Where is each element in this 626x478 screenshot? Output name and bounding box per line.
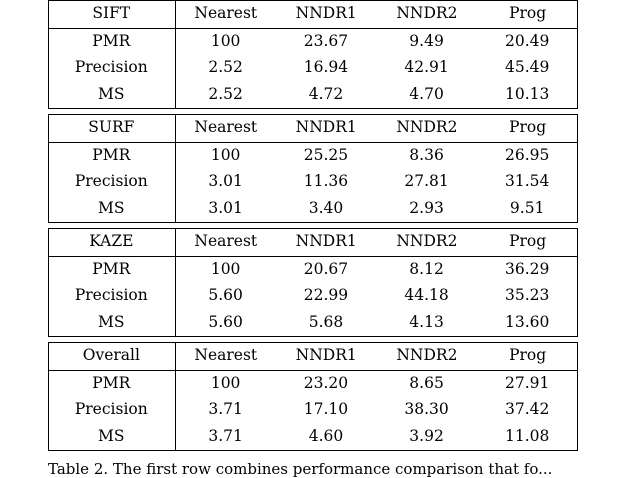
header-nndr1: NNDR1 <box>295 4 357 22</box>
table-row <box>48 29 578 56</box>
header-nndr2: NNDR2 <box>396 118 458 136</box>
table-row <box>48 169 578 196</box>
header-prog: Prog <box>509 4 547 22</box>
header-nndr2: NNDR2 <box>396 346 458 364</box>
row-label: MS <box>48 196 175 223</box>
cell-nndr1: 3.40 <box>308 198 344 217</box>
cell-prog: 35.23 <box>504 286 550 304</box>
block-overall-body <box>48 371 578 451</box>
cell-nndr2: 42.91 <box>404 58 449 76</box>
table-row <box>48 310 578 337</box>
table-row <box>48 257 578 284</box>
cell-prog: 37.42 <box>504 400 550 418</box>
cell-nndr1: 4.72 <box>308 84 344 103</box>
cell-nearest: 3.71 <box>208 400 243 418</box>
row-label: Precision <box>48 55 175 82</box>
cell-nndr2: 9.49 <box>409 31 444 50</box>
table-sift <box>48 1 578 28</box>
cell-prog: 11.08 <box>504 426 550 445</box>
header-detector: SIFT <box>48 1 175 28</box>
cell-nndr2: 8.12 <box>409 259 444 278</box>
cell-nearest: 5.60 <box>208 286 243 304</box>
cell-prog: 26.95 <box>504 145 550 164</box>
table-header-row <box>48 229 578 256</box>
table-row <box>48 283 578 310</box>
cell-nndr1: 5.68 <box>308 312 344 331</box>
header-detector: SURF <box>48 115 175 142</box>
header-nearest: Nearest <box>194 4 258 22</box>
cell-prog: 10.13 <box>504 84 550 103</box>
cell-nndr1: 25.25 <box>303 145 349 164</box>
table-surf <box>48 115 578 142</box>
row-label: PMR <box>48 371 175 398</box>
cell-nndr2: 27.81 <box>404 172 449 190</box>
cell-nndr2: 44.18 <box>404 286 449 304</box>
block-surf <box>48 115 578 142</box>
cell-prog: 9.51 <box>509 198 545 217</box>
row-label: PMR <box>48 257 175 284</box>
row-label: Precision <box>48 283 175 310</box>
cell-prog: 31.54 <box>504 172 550 190</box>
table-sift-body <box>48 29 578 109</box>
header-nndr2: NNDR2 <box>396 232 458 250</box>
header-nndr1: NNDR1 <box>295 346 357 364</box>
table-row <box>48 55 578 82</box>
table-kaze <box>48 229 578 256</box>
cell-nndr2: 2.93 <box>409 198 444 217</box>
cell-nndr1: 20.67 <box>303 259 349 278</box>
header-nearest: Nearest <box>194 232 258 250</box>
row-label: Precision <box>48 397 175 424</box>
cell-nearest: 100 <box>210 373 241 392</box>
cell-nndr2: 38.30 <box>404 400 449 418</box>
cell-nearest: 3.01 <box>208 172 243 190</box>
cell-nndr2: 3.92 <box>409 426 444 445</box>
table-header-row <box>48 115 578 142</box>
cell-nearest: 3.71 <box>208 426 243 445</box>
header-nearest: Nearest <box>194 346 258 364</box>
block-kaze-body <box>48 257 578 337</box>
block-sift-body <box>48 29 578 109</box>
header-nearest: Nearest <box>194 118 258 136</box>
block-surf-body <box>48 143 578 223</box>
table-row <box>48 143 578 170</box>
cell-nearest: 3.01 <box>208 198 243 217</box>
cell-nndr2: 8.65 <box>409 373 444 392</box>
cell-nearest: 100 <box>210 31 241 50</box>
row-label: PMR <box>48 29 175 56</box>
row-label: Precision <box>48 169 175 196</box>
table-header-row <box>48 343 578 370</box>
row-label: MS <box>48 82 175 109</box>
table-surf-body <box>48 143 578 223</box>
header-prog: Prog <box>509 346 547 364</box>
cell-nndr2: 4.70 <box>409 84 444 103</box>
header-detector: KAZE <box>48 229 175 256</box>
cell-nndr1: 22.99 <box>303 286 349 304</box>
block-sift <box>48 1 578 28</box>
cell-nearest: 5.60 <box>208 312 243 331</box>
table-row <box>48 424 578 451</box>
cell-nearest: 100 <box>210 145 241 164</box>
cell-nndr1: 23.67 <box>303 31 349 50</box>
cell-nndr1: 11.36 <box>303 172 349 190</box>
table-overall <box>48 343 578 370</box>
cell-nearest: 100 <box>210 259 241 278</box>
table-row <box>48 371 578 398</box>
cell-nndr1: 23.20 <box>303 373 349 392</box>
cell-nndr1: 16.94 <box>303 58 349 76</box>
header-nndr1: NNDR1 <box>295 118 357 136</box>
cell-nearest: 2.52 <box>208 84 243 103</box>
cell-nndr1: 4.60 <box>308 426 344 445</box>
table-row <box>48 82 578 109</box>
tables-container <box>48 0 578 451</box>
cell-nndr2: 4.13 <box>409 312 444 331</box>
header-detector: Overall <box>48 343 175 370</box>
row-label: PMR <box>48 143 175 170</box>
block-overall <box>48 343 578 370</box>
table-row <box>48 196 578 223</box>
cell-prog: 13.60 <box>504 312 550 331</box>
cell-prog: 36.29 <box>504 259 550 278</box>
table-header-row <box>48 1 578 28</box>
cell-prog: 45.49 <box>504 58 550 76</box>
row-label: MS <box>48 310 175 337</box>
table-kaze-body <box>48 257 578 337</box>
header-prog: Prog <box>509 118 547 136</box>
cell-nearest: 2.52 <box>208 58 243 76</box>
row-label: MS <box>48 424 175 451</box>
cell-nndr2: 8.36 <box>409 145 444 164</box>
header-nndr1: NNDR1 <box>295 232 357 250</box>
header-prog: Prog <box>509 232 547 250</box>
cell-nndr1: 17.10 <box>303 400 349 418</box>
table-row <box>48 397 578 424</box>
block-kaze <box>48 229 578 256</box>
header-nndr2: NNDR2 <box>396 4 458 22</box>
cell-prog: 27.91 <box>504 373 550 392</box>
table-caption: Table 2. The first row combines performance comparison that fo... <box>48 460 553 478</box>
table-overall-body <box>48 371 578 451</box>
cell-prog: 20.49 <box>504 31 550 50</box>
block-bottom-rule-overall <box>48 450 578 451</box>
